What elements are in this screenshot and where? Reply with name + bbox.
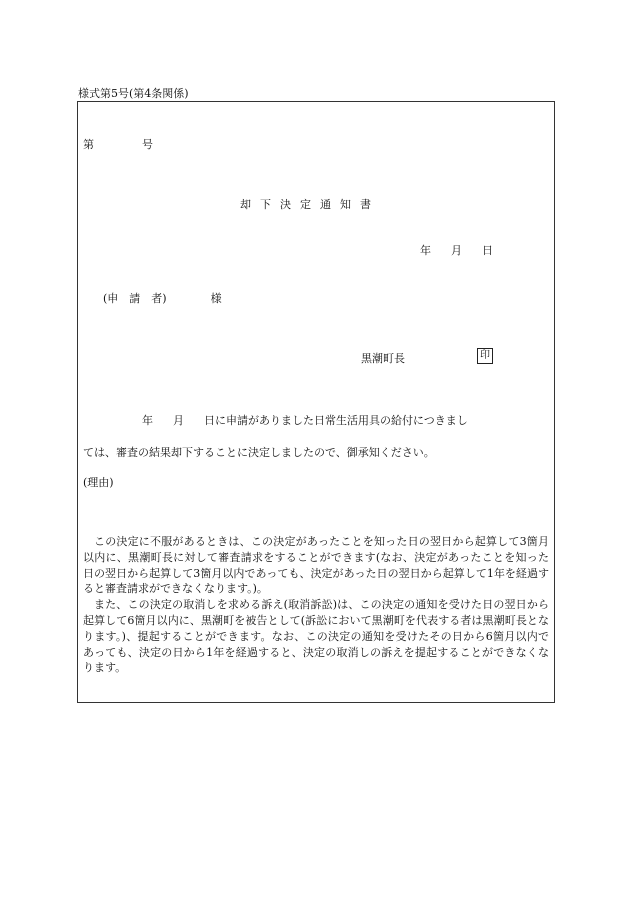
reason-label: (理由) <box>83 476 114 489</box>
applicant-honorific: 様 <box>210 292 222 305</box>
appeal-notice-paragraph-2: また、この決定の取消しを求める訴え(取消訴訟)は、この決定の通知を受けた日の翌日から起算して6箇月以内に、黒潮町を被告として(訴訟において黒潮町を代表する者は黒潮町長となります。)、提起することができます。なお、この決定の通知を受けたその日から6箇月以内であっても、決定の日から1年を経過すると、決定の取消しの訴えを提起することができなくなります。 <box>83 598 549 675</box>
seal-mark: 印 <box>477 348 493 364</box>
appeal-notice-paragraph-1: この決定に不服があるときは、この決定があったことを知った日の翌日から起算して3箇月以内に、黒潮町長に対して審査請求をすることができます(なお、決定があったことを知った日の翌日から起算して3箇月以内であっても、決定があった日の翌日から起算して1年を経過すると審査請求ができなくなります。)。 <box>83 535 549 596</box>
date-month-label: 月 <box>451 244 462 257</box>
document-number-suffix: 号 <box>142 138 153 151</box>
issuer-name: 黒潮町長 <box>361 352 405 365</box>
date-year-label: 年 <box>420 244 431 257</box>
applicant-label: (申 請 者) <box>103 292 167 305</box>
body-year-label: 年 <box>142 414 153 427</box>
issue-date <box>420 242 493 258</box>
body-line-1 <box>142 412 468 428</box>
notice-document-frame <box>77 101 555 703</box>
appeal-notice <box>83 534 549 676</box>
document-number-prefix: 第 <box>83 138 94 151</box>
document-number <box>83 136 153 152</box>
applicant-line <box>103 290 222 306</box>
body-line-1-text: 日に申請がありました日常生活用具の給付につきまし <box>204 414 468 427</box>
document-title: 却下決定通知書 <box>240 198 380 211</box>
date-day-label: 日 <box>482 244 493 257</box>
body-line-2: ては、審査の結果却下することに決定しましたので、御承知ください。 <box>83 446 435 459</box>
form-number-label: 様式第5号(第4条関係) <box>78 87 189 100</box>
body-month-label: 月 <box>173 414 184 427</box>
